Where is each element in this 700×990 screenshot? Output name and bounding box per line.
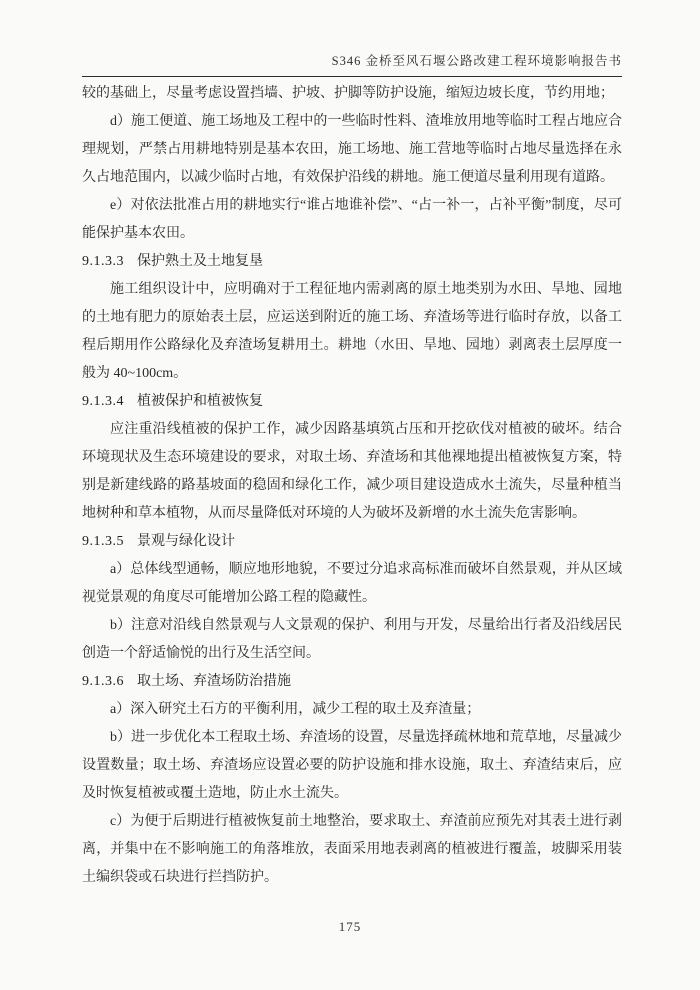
paragraph: a）深入研究土石方的平衡利用，减少工程的取土及弃渣量； xyxy=(110,702,481,717)
page-footer xyxy=(0,919,700,935)
section-number: 9.1.3.6 xyxy=(82,674,124,689)
section-heading xyxy=(82,668,622,696)
section-heading xyxy=(82,388,622,416)
section-title: 植被保护和植被恢复 xyxy=(137,394,263,409)
paragraph: 施工组织设计中，应明确对于工程征地内需剥离的原土地类别为水田、旱地、园地的土地有肥力的原始表土层，应运送到附近的施工场、弃渣场等进行临时存放，以备工程后期用作公路绿化及弃渣场复耕用土。耕地（水田、旱地、园地）剥离表土层厚度一般为 40~100cm。 xyxy=(82,282,622,381)
header-title: S346 金桥至风石堰公路改建工程环境影响报告书 xyxy=(331,54,622,68)
paragraph: d）施工便道、施工场地及工程中的一些临时性料、渣堆放用地等临时工程占地应合理规划，严禁占用耕地特别是基本农田，施工场地、施工营地等临时占地尽量选择在永久占地范围内，以减少临时占地，有效保护沿线的耕地。施工便道尽量利用现有道路。 xyxy=(82,114,622,185)
paragraph: 较的基础上，尽量考虑设置挡墙、护坡、护脚等防护设施，缩短边坡长度，节约用地； xyxy=(82,86,614,101)
paragraph: c）为便于后期进行植被恢复前土地整治，要求取土、弃渣前应预先对其表土进行剥离，并集中在不影响施工的角落堆放，表面采用地表剥离的植被进行覆盖，坡脚采用装土编织袋或石块进行拦挡防护。 xyxy=(82,814,622,885)
paragraph: b）注意对沿线自然景观与人文景观的保护、利用与开发，尽量给出行者及沿线居民创造一个舒适愉悦的出行及生活空间。 xyxy=(82,618,622,661)
paragraph: 应注重沿线植被的保护工作，减少因路基填筑占压和开挖砍伐对植被的破坏。结合环境现状及生态环境建设的要求，对取土场、弃渣场和其他裸地提出植被恢复方案，特别是新建线路的路基坡面的稳固和绿化工作，减少项目建设造成水土流失，尽量种植当地树种和草本植物，从而尽量降低对环境的人为破坏及新增的水土流失危害影响。 xyxy=(82,422,622,521)
document-body xyxy=(82,80,622,892)
section-title: 景观与绿化设计 xyxy=(137,534,235,549)
paragraph: e）对依法批准占用的耕地实行“谁占地谁补偿”、“占一补一，占补平衡”制度，尽可能保护基本农田。 xyxy=(82,198,622,241)
page-number: 175 xyxy=(338,919,362,934)
page-header xyxy=(82,52,622,77)
section-number: 9.1.3.5 xyxy=(82,534,124,549)
paragraph: a）总体线型通畅，顺应地形地貌，不要过分追求高标准而破坏自然景观，并从区域视觉景观的角度尽可能增加公路工程的隐藏性。 xyxy=(82,562,622,605)
section-number: 9.1.3.3 xyxy=(82,254,124,269)
section-heading xyxy=(82,528,622,556)
section-title: 保护熟土及土地复垦 xyxy=(137,254,263,269)
section-heading xyxy=(82,248,622,276)
paragraph: b）进一步优化本工程取土场、弃渣场的设置，尽量选择疏林地和荒草地，尽量减少设置数量；取土场、弃渣场应设置必要的防护设施和排水设施，取土、弃渣结束后，应及时恢复植被或覆土造地，防止水土流失。 xyxy=(82,730,622,801)
section-title: 取土场、弃渣场防治措施 xyxy=(137,674,291,689)
section-number: 9.1.3.4 xyxy=(82,394,124,409)
